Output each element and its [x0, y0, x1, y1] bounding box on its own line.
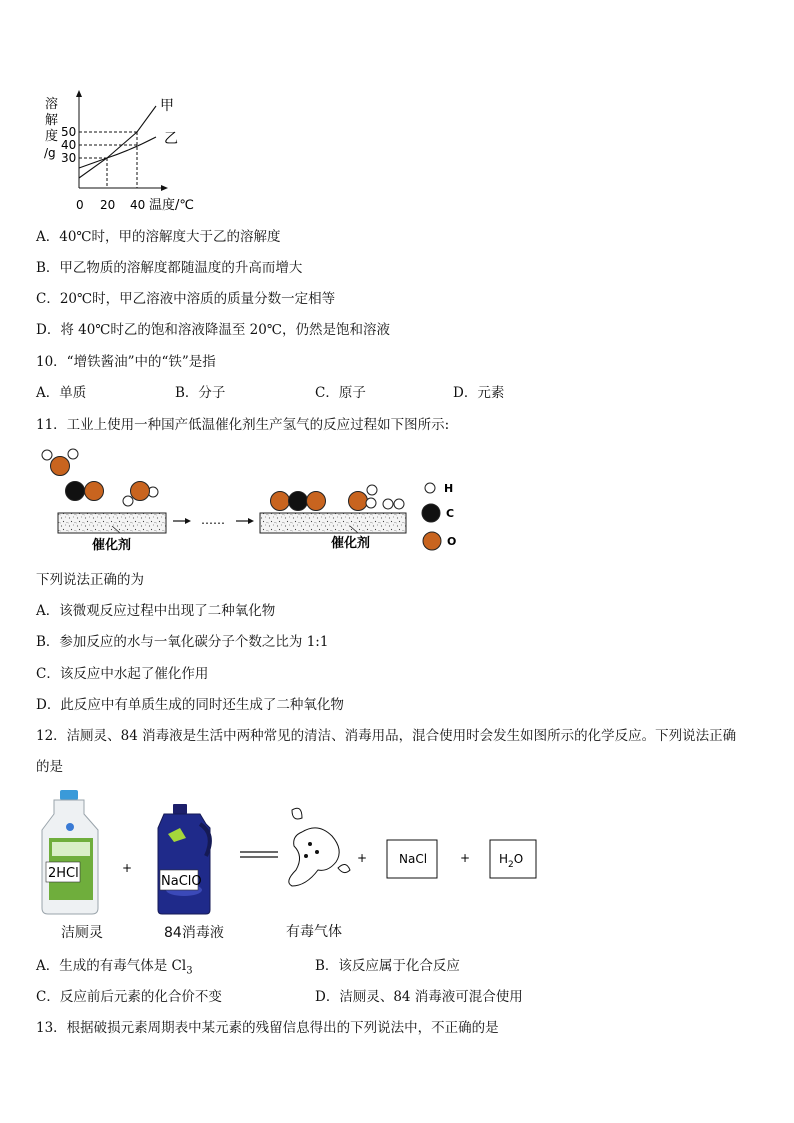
q11-option-c: C．该反应中水起了催化作用	[36, 666, 209, 682]
q11-option-b: B．参加反应的水与一氧化碳分子个数之比为 1:1	[36, 634, 329, 650]
water-molecule	[42, 449, 78, 476]
gas-caption: 有毒气体	[286, 924, 342, 940]
catalyst-label-left: 催化剂	[92, 538, 132, 553]
q11-option-a: A．该微观反应过程中出现了二种氧化物	[36, 603, 276, 619]
x-axis-arrow	[161, 185, 168, 191]
h2o-subscript: 2	[508, 860, 514, 870]
x-tick-label: 40	[130, 198, 146, 212]
h2-molecule	[383, 499, 404, 509]
y-tick-label: 30	[61, 151, 77, 165]
legend-o-swatch	[423, 532, 441, 550]
q9-option-c: C．20℃时，甲乙溶液中溶质的质量分数一定相等	[36, 291, 336, 307]
curve-jia	[79, 106, 156, 178]
reaction-illustration	[40, 790, 550, 920]
y-axis-label-char: /g	[44, 146, 56, 160]
q12-option-a: A．生成的有毒气体是 $Cl_3$	[36, 958, 193, 977]
x-axis-label: 温度/℃	[149, 198, 194, 213]
nacl-label: NaCl	[399, 852, 428, 866]
plus-sign: +	[460, 851, 471, 865]
q10-option-b: B．分子	[175, 385, 226, 401]
adsorbed-water-molecule	[123, 482, 158, 507]
q12-option-b: B．该反应属于化合反应	[315, 958, 460, 974]
solubility-graph	[36, 90, 206, 215]
y-axis-label-char: 解	[45, 113, 59, 128]
plus-sign: +	[357, 851, 368, 865]
bottle1-caption: 洁厕灵	[61, 925, 103, 941]
legend-h-label: H	[444, 482, 454, 495]
q11-stem: 11．工业上使用一种国产低温催化剂生产氢气的反应过程如下图所示:	[36, 417, 450, 433]
h2o-label: $H_2O$	[499, 852, 524, 870]
toxic-gas-icon	[289, 808, 350, 886]
q10-option-d: D．元素	[453, 385, 505, 401]
q13-stem: 13．根据破损元素周期表中某元素的残留信息得出的下列说法中，不正确的是	[36, 1020, 499, 1036]
q12-option-c: C．反应前后元素的化合价不变	[36, 989, 222, 1005]
x-tick-label: 20	[100, 198, 116, 212]
disinfectant-bottle	[158, 804, 210, 914]
y-tick-label: 40	[61, 138, 77, 152]
catalyst-bar-left	[58, 513, 166, 533]
catalyst-label-right: 催化剂	[331, 536, 371, 551]
toilet-cleaner-bottle	[42, 790, 98, 914]
bottle1-formula: 2HCl	[48, 866, 79, 881]
curve-yi	[79, 137, 156, 168]
q12-stem-line1: 12．洁厕灵、84 消毒液是生活中两种常见的清洁、消毒用品，混合使用时会发生如图所示的化学反应。下列说法正确	[36, 728, 737, 744]
legend-o-label: O	[447, 535, 457, 548]
q9-option-b: B．甲乙物质的溶解度都随温度的升高而增大	[36, 260, 303, 276]
co-molecule	[66, 482, 104, 501]
q12-option-d: D．洁厕灵、84 消毒液可混合使用	[315, 989, 523, 1005]
legend-c-swatch	[422, 504, 440, 522]
cl-subscript: 3	[186, 965, 193, 977]
catalyst-bar-right	[260, 513, 406, 533]
bottle2-formula: NaClO	[161, 874, 202, 889]
y-axis-label-char: 度	[45, 129, 59, 144]
h-atom	[366, 498, 376, 508]
curve-jia-label: 甲	[160, 98, 174, 114]
y-tick-label: 50	[61, 125, 77, 139]
q11-prompt: 下列说法正确的为	[36, 572, 144, 588]
x-tick-label: 0	[76, 198, 84, 212]
q10-stem: 10．“增铁酱油”中的“铁”是指	[36, 354, 216, 370]
reaction-diagram	[36, 444, 466, 556]
q11-option-d: D．此反应中有单质生成的同时还生成了二种氧化物	[36, 697, 344, 713]
q12-stem-line2: 的是	[36, 759, 63, 775]
q10-option-a: A．单质	[36, 385, 87, 401]
curve-yi-label: 乙	[164, 131, 178, 147]
legend-h-swatch	[425, 483, 435, 493]
q10-option-c: C．原子	[315, 385, 366, 401]
bottle2-caption: 84消毒液	[164, 925, 224, 941]
y-axis-arrow	[76, 90, 82, 97]
co2-molecule	[271, 492, 326, 511]
q9-option-a: A．40℃时，甲的溶解度大于乙的溶解度	[36, 229, 281, 245]
legend-c-label: C	[446, 507, 455, 520]
y-axis-label-char: 溶	[45, 97, 59, 112]
plus-sign: +	[122, 861, 133, 875]
ellipsis: ……	[201, 513, 225, 527]
q9-option-d: D．将 40℃时乙的饱和溶液降温至 20℃，仍然是饱和溶液	[36, 322, 390, 338]
